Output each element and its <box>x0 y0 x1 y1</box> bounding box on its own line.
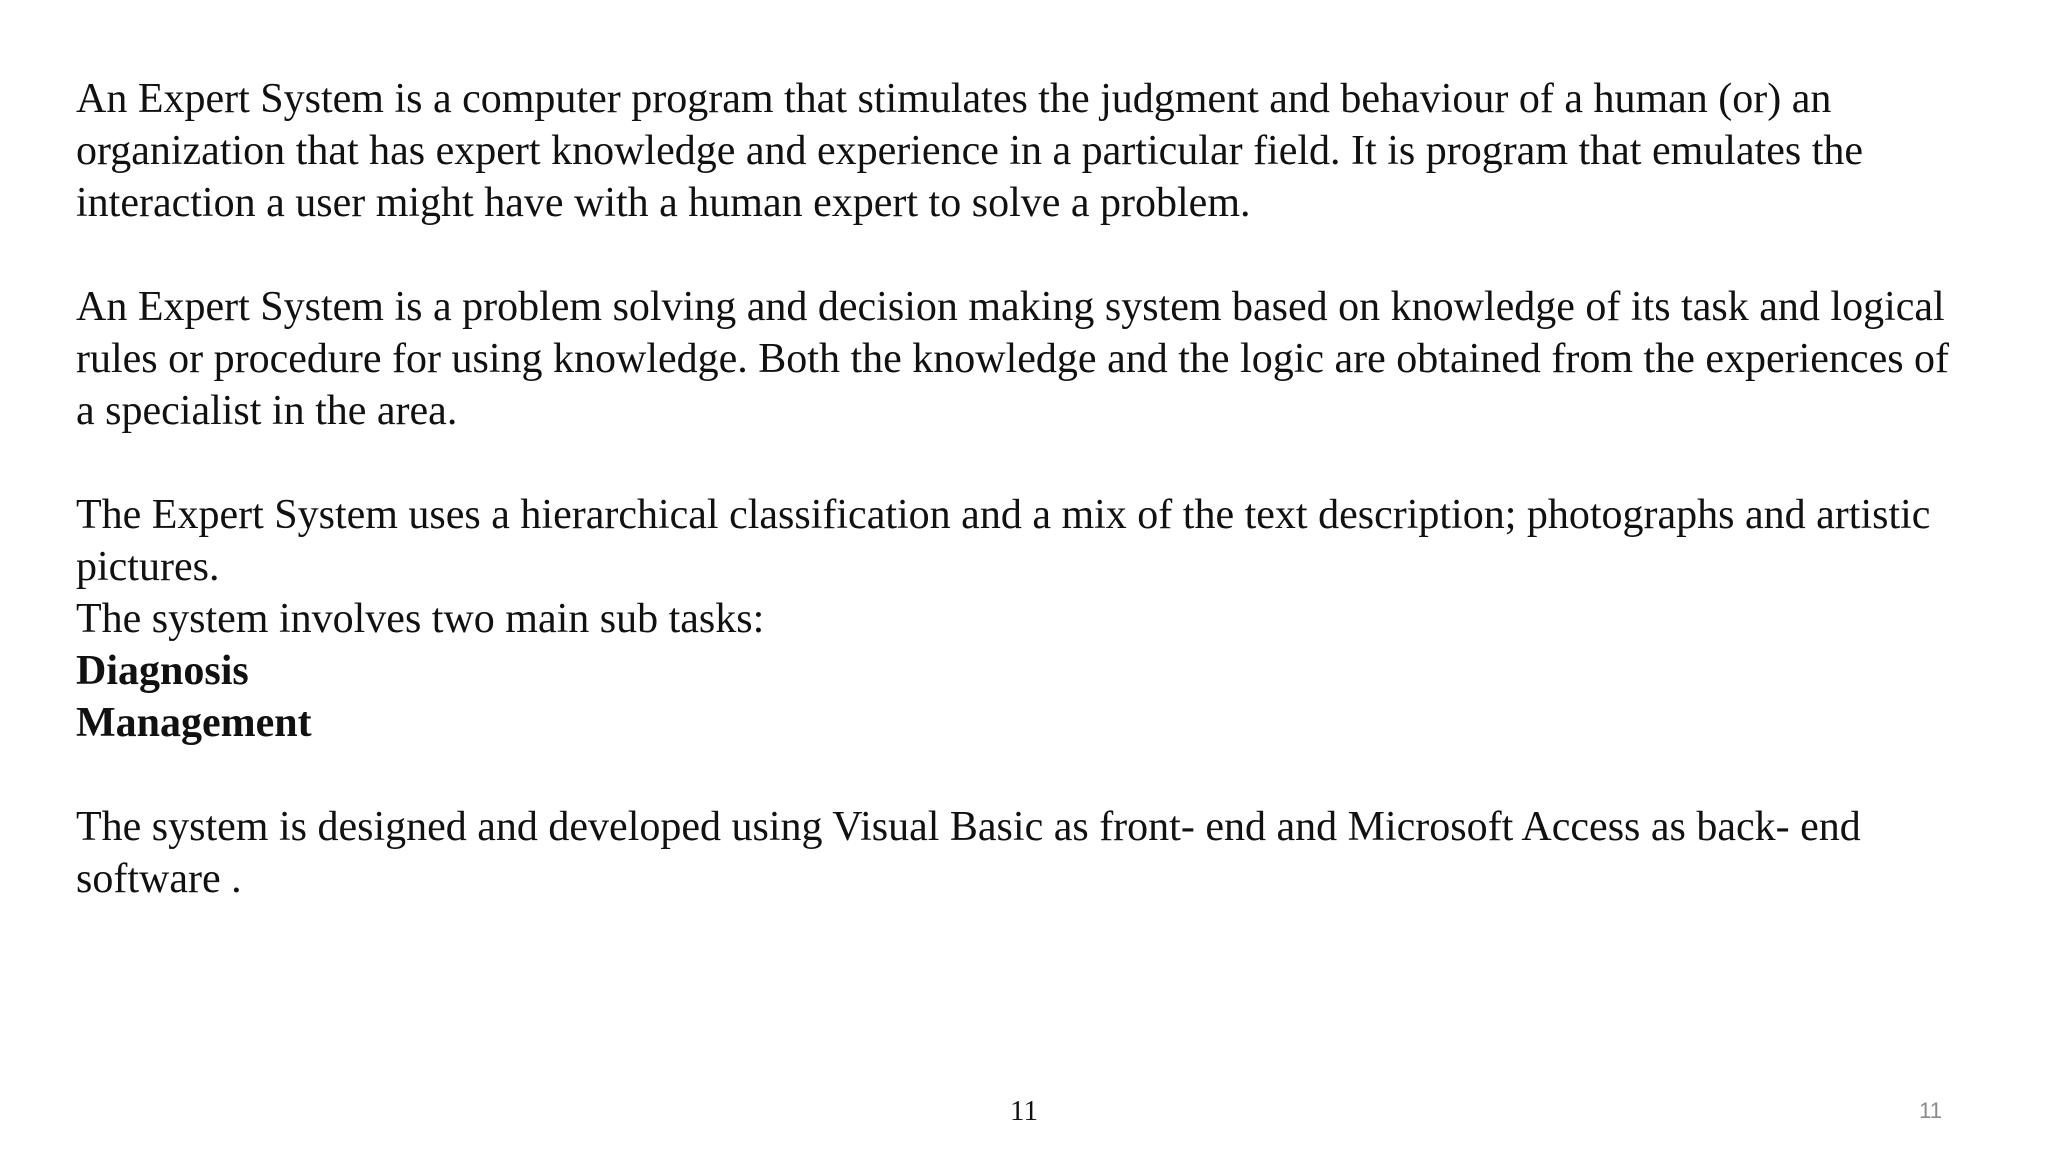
footer-page-number: 11 <box>1010 1095 1038 1127</box>
paragraph-sub-tasks-intro: The system involves two main sub tasks: <box>76 596 765 642</box>
paragraph-expert-system-definition: An Expert System is a computer program that stimulates the judgment and behaviour of a human (or) an organization that has expert knowledge and experience in a particular field. It is program that emulates the interaction a user might have with a human expert to solve a problem. <box>76 76 1864 226</box>
subtask-diagnosis: Diagnosis <box>76 648 249 694</box>
paragraph-problem-solving: An Expert System is a problem solving and decision making system based on knowledge of its task and logical rules or procedure for using knowledge. Both the knowledge and the logic are obtained from the experiences of a specialist in the area. <box>76 284 1950 434</box>
slide-body <box>76 73 1956 905</box>
slide-number: 11 <box>1919 1098 1942 1123</box>
paragraph-classification: The Expert System uses a hierarchical classification and a mix of the text description; photographs and artistic pictures. <box>76 492 1931 590</box>
paragraph-spacer <box>76 749 1956 801</box>
paragraph-development-tools: The system is designed and developed using Visual Basic as front- end and Microsoft Access as back- end software . <box>76 804 1861 902</box>
paragraph-spacer <box>76 229 1956 281</box>
subtask-management: Management <box>76 700 312 746</box>
paragraph-spacer <box>76 437 1956 489</box>
